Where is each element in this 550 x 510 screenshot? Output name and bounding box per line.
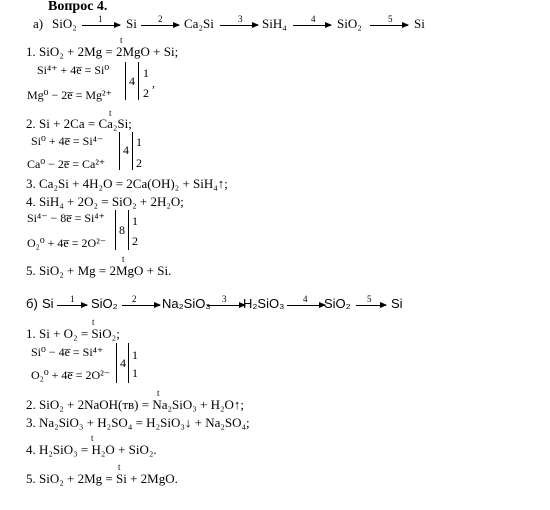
- balance-lcm: 4: [120, 356, 126, 370]
- chain-b-num: 3: [222, 294, 227, 304]
- chain-b-item: Si: [42, 296, 54, 311]
- balance-coef: 2: [136, 156, 142, 170]
- half-reaction: Ca⁰ − 2e̅ = Ca²⁺: [27, 157, 106, 171]
- temperature-mark: t: [92, 317, 95, 327]
- arrow-icon: [141, 25, 179, 26]
- half-reaction: O₂⁰ + 4e̅ = 2O²⁻: [31, 368, 111, 382]
- temperature-mark: t: [118, 462, 121, 472]
- balance-bar: [128, 210, 129, 250]
- chain-b-num: 5: [367, 294, 372, 304]
- half-reaction: Si⁰ + 4e̅ = Si⁴⁻: [31, 134, 104, 148]
- arrow-icon: [207, 305, 245, 306]
- chain-b-item: Na₂SiO₃: [162, 296, 211, 311]
- balance-bar: [125, 62, 126, 100]
- balance-bar: [138, 62, 139, 100]
- balance-coef: 1: [136, 135, 142, 149]
- equation-a5: 5. SiO₂ + Mg = 2MgO + Si.: [26, 263, 172, 278]
- balance-lcm: 4: [123, 143, 129, 157]
- chain-a-num: 3: [238, 14, 243, 24]
- balance-bar: [132, 132, 133, 170]
- balance-coef: 1: [143, 66, 149, 80]
- arrow-icon: [370, 25, 408, 26]
- chain-a-item: SiO₂: [52, 16, 77, 31]
- arrow-icon: [122, 305, 160, 306]
- chain-b-num: 2: [132, 294, 137, 304]
- arrow-icon: [82, 25, 120, 26]
- chain-a-item: Si: [414, 16, 425, 31]
- arrow-icon: [220, 25, 258, 26]
- equation-b4: 4. H₂SiO₃ = H₂O + SiO₂.: [26, 442, 157, 457]
- chain-b-label: б): [26, 296, 38, 311]
- balance-bar: [119, 132, 120, 170]
- chain-b-item: SiO₂: [324, 296, 351, 311]
- equation-b5: 5. SiO₂ + 2Mg = Si + 2MgO.: [26, 471, 178, 486]
- half-reaction: Si⁴⁺ + 4e̅ = Si⁰: [37, 63, 110, 77]
- chain-b-num: 1: [70, 294, 75, 304]
- equation-a3: 3. Ca₂Si + 4H₂O = 2Ca(OH)₂ + SiH₄↑;: [26, 176, 228, 191]
- arrow-icon: [293, 25, 331, 26]
- balance-bar: [115, 210, 116, 250]
- comma: ,: [152, 76, 155, 90]
- arrow-icon: [57, 305, 87, 306]
- balance-lcm: 8: [119, 223, 125, 237]
- temperature-mark: t: [91, 433, 94, 443]
- balance-coef: 2: [143, 86, 149, 100]
- temperature-mark: t: [109, 108, 112, 118]
- balance-bar: [128, 343, 129, 383]
- half-reaction: Mg⁰ − 2e̅ = Mg²⁺: [27, 88, 112, 102]
- chain-b-item: SiO₂: [91, 296, 118, 311]
- equation-a2: 2. Si + 2Ca = Ca₂Si;: [26, 116, 132, 131]
- page-title: Вопрос 4.: [48, 0, 108, 14]
- chain-a-num: 5: [388, 14, 393, 24]
- balance-coef: 1: [132, 366, 138, 380]
- chain-a-item: SiH₄: [262, 16, 287, 31]
- half-reaction: Si⁰ − 4e̅ = Si⁴⁺: [31, 345, 104, 359]
- arrow-icon: [287, 305, 325, 306]
- balance-coef: 1: [132, 214, 138, 228]
- chain-b-item: H₂SiO₃: [243, 296, 285, 311]
- temperature-mark: t: [122, 254, 125, 264]
- half-reaction: O₂⁰ + 4e̅ = 2O²⁻: [27, 236, 107, 250]
- balance-bar: [116, 343, 117, 383]
- chain-a-item: Si: [126, 16, 137, 31]
- chain-b-num: 4: [303, 294, 308, 304]
- equation-b2: 2. SiO₂ + 2NaOH(тв) = Na₂SiO₃ + H₂O↑;: [26, 397, 245, 412]
- chain-b-item: Si: [391, 296, 403, 311]
- chain-a-num: 4: [311, 14, 316, 24]
- chain-a-label: а): [33, 16, 44, 31]
- chain-a-item: Ca₂Si: [184, 16, 214, 31]
- temperature-mark: t: [157, 388, 160, 398]
- equation-a4: 4. SiH₄ + 2O₂ = SiO₂ + 2H₂O;: [26, 194, 184, 209]
- equation-b1: 1. Si + O₂ = SiO₂;: [26, 326, 120, 341]
- balance-coef: 2: [132, 234, 138, 248]
- chain-a-num: 1: [98, 14, 103, 24]
- arrow-icon: [356, 305, 386, 306]
- chain-a-num: 2: [158, 14, 163, 24]
- balance-lcm: 4: [129, 74, 135, 88]
- equation-b3: 3. Na₂SiO₃ + H₂SO₄ = H₂SiO₃↓ + Na₂SO₄;: [26, 415, 250, 430]
- temperature-mark: t: [120, 35, 123, 45]
- chain-a-item: SiO₂: [337, 16, 362, 31]
- balance-coef: 1: [132, 348, 138, 362]
- equation-a1: 1. SiO₂ + 2Mg = 2MgO + Si;: [26, 44, 179, 59]
- half-reaction: Si⁴⁻ − 8e̅ = Si⁴⁺: [27, 211, 105, 225]
